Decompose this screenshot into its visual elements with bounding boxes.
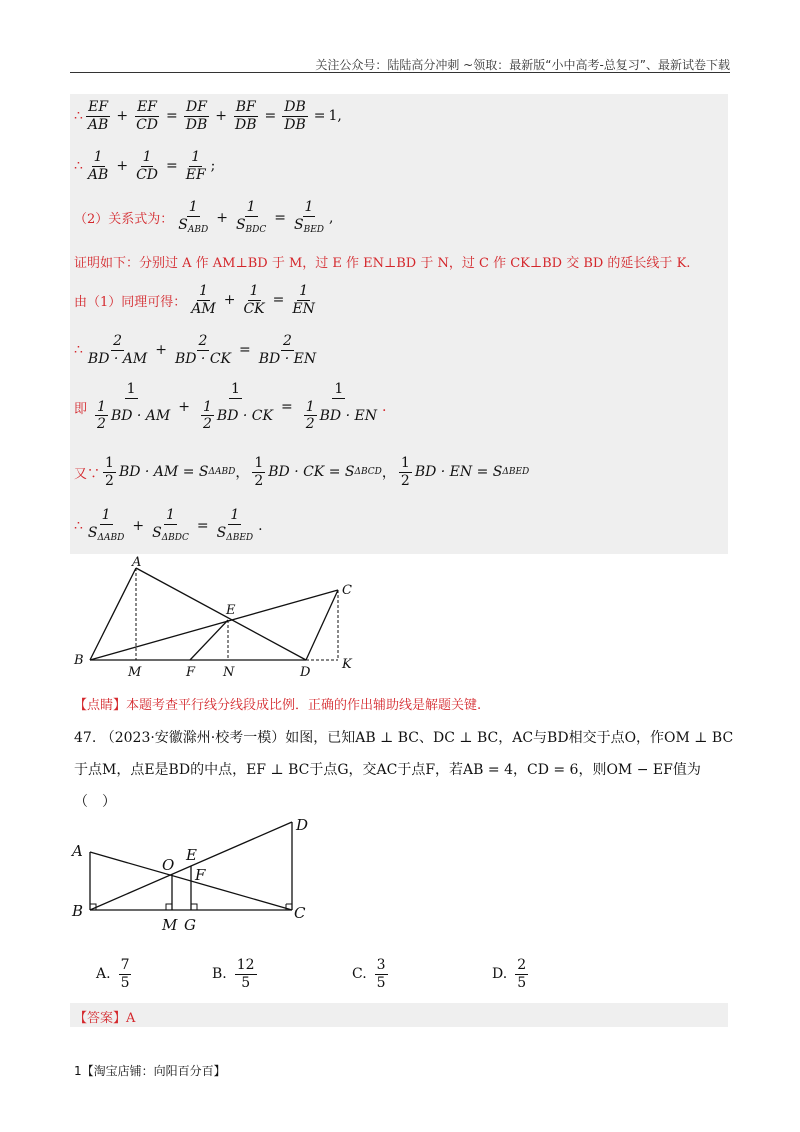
- fraction: $\frac{1}{S_{ABD}}$: [178, 199, 209, 235]
- fraction: $\frac{EF}{AB}$: [87, 99, 109, 133]
- fraction: 1 $\frac{1}{2}$ BD · EN: [305, 381, 377, 433]
- label-G: G: [184, 916, 196, 934]
- question-47: [74, 722, 734, 818]
- page-footer: 1【淘宝店铺：向阳百分百】: [74, 1064, 226, 1078]
- label-M: M: [162, 916, 178, 934]
- solution-line-1: ∴ $\frac{EF}{AB}$ + $\frac{EF}{CD}$ = $\frac{DF}{DB}$ + $\frac{BF}{DB}$ = $\frac{DB}{DB}$ = 1 ,: [74, 99, 342, 133]
- label-M: M: [128, 665, 142, 680]
- label-A: A: [132, 556, 142, 570]
- fraction: $\frac{DF}{DB}$: [185, 99, 208, 133]
- fraction: $\frac{1}{S_{\Delta BED}}$: [216, 507, 254, 543]
- fraction: $\frac{1}{AM}$: [191, 283, 216, 317]
- fraction: $\frac{1}{EF}$: [185, 149, 206, 183]
- label-E: E: [186, 846, 197, 864]
- same-reason-label: 由（1）同理可得：: [74, 294, 187, 310]
- proof-line-3: 即 1 $\frac{1}{2}$ BD · AM + 1 $\frac{1}{2}$ BD · CK = 1 $\frac{1}{2}$ BD · EN .: [74, 381, 387, 433]
- part2-relation: （2）关系式为： $\frac{1}{S_{ABD}}$ + $\frac{1}{S_{BDC}}$ = $\frac{1}{S_{BED}}$ ,: [74, 199, 334, 235]
- therefore-symbol: ∴: [74, 108, 83, 125]
- part2-label: （2）关系式为：: [74, 212, 174, 228]
- proof-line-1: 由（1）同理可得： $\frac{1}{AM}$ + $\frac{1}{CK}$ = $\frac{1}{EN}$: [74, 283, 315, 317]
- label-E: E: [226, 603, 236, 618]
- geometry-figure-2: [70, 812, 330, 936]
- label-D: D: [300, 665, 311, 680]
- label-F: F: [186, 665, 196, 680]
- label-C: C: [294, 904, 306, 922]
- label-B: B: [72, 902, 84, 920]
- fraction: $\frac{1}{AB}$: [87, 149, 109, 183]
- fraction-half: $\frac{1}{2}$: [202, 398, 212, 433]
- fraction: 1 $\frac{1}{2}$ BD · AM: [97, 381, 171, 433]
- label-C: C: [342, 583, 352, 598]
- comment: 【点睛】本题考查平行线分线段成比例．正确的作出辅助线是解题关键.: [74, 698, 482, 713]
- label-K: K: [342, 657, 352, 672]
- option-d[interactable]: D. $\frac{2}{5}$: [492, 957, 527, 991]
- fraction-half: $\frac{1}{2}$: [305, 398, 315, 433]
- fraction: $\frac{2}{BD \cdot AM}$: [87, 333, 148, 367]
- option-b[interactable]: B. $\frac{12}{5}$: [212, 957, 255, 991]
- fraction: $\frac{DB}{DB}$: [284, 99, 306, 133]
- fraction: $\frac{1}{CK}$: [243, 283, 265, 317]
- label-F: F: [195, 866, 206, 884]
- fraction: $\frac{1}{S_{\Delta ABD}}$: [87, 507, 125, 543]
- label-O: O: [162, 856, 175, 874]
- proof-line-5: ∴ $\frac{1}{S_{\Delta ABD}}$ + $\frac{1}{S_{\Delta BDC}}$ = $\frac{1}{S_{\Delta BED}}$ .: [74, 507, 263, 543]
- fraction: $\frac{1}{S_{BED}}$: [294, 199, 324, 235]
- fraction-half: $\frac{1}{2}$: [400, 455, 410, 489]
- proof-line-2: ∴ $\frac{2}{BD \cdot AM}$ + $\frac{2}{BD \cdot CK}$ = $\frac{2}{BD \cdot EN}$: [74, 333, 317, 367]
- fraction-half: $\frac{1}{2}$: [254, 455, 264, 489]
- label-D: D: [296, 816, 309, 834]
- option-c[interactable]: C. $\frac{3}{5}$: [352, 957, 386, 991]
- fraction: $\frac{1}{S_{BDC}}$: [235, 199, 267, 235]
- therefore-symbol: ∴: [74, 158, 83, 175]
- fraction: $\frac{1}{S_{\Delta BDC}}$: [152, 507, 189, 543]
- geometry-figure-1: [70, 556, 360, 684]
- fraction: 1 $\frac{1}{2}$ BD · CK: [202, 381, 273, 433]
- label-B: B: [74, 653, 84, 668]
- header-rule: [70, 72, 730, 73]
- fraction: $\frac{BF}{DB}$: [234, 99, 257, 133]
- ji-label: 即: [74, 401, 88, 417]
- solution-line-2: ∴ $\frac{1}{AB}$ + $\frac{1}{CD}$ = $\frac{1}{EF}$ ;: [74, 149, 216, 183]
- proof-intro: 证明如下：分别过 A 作 AM⊥BD 于 M，过 E 作 EN⊥BD 于 N，过 C 作 CK⊥BD 交 BD 的延长线于 K.: [74, 256, 691, 271]
- result: 1: [328, 108, 338, 125]
- therefore-symbol: ∴: [74, 517, 83, 534]
- therefore-symbol: ∴: [74, 342, 83, 359]
- fraction-half: $\frac{1}{2}$: [97, 398, 106, 433]
- question-text: 如图，已知AB ⊥ BC、DC ⊥ BC，AC与BD相交于点O，作OM ⊥ BC于点M，点E是BD的中点，EF ⊥ BC于点G，交AC于点F，若AB = 4，CD = 6，则OM − EF值为（ ）: [74, 730, 734, 810]
- answer-panel: [70, 1003, 728, 1027]
- label-A: A: [72, 842, 83, 860]
- fraction: $\frac{2}{BD \cdot EN}$: [258, 333, 317, 367]
- fraction: $\frac{2}{BD \cdot CK}$: [174, 333, 232, 367]
- you-label: 又∵: [74, 466, 101, 482]
- question-number: 47.: [74, 730, 97, 746]
- question-source: （2023·安徽滁州·校考一模）: [100, 730, 286, 746]
- fraction: $\frac{1}{CD}$: [136, 149, 158, 183]
- proof-line-4: 又∵ $\frac{1}{2}$ BD · AM = S ΔABD ， $\frac{1}{2}$ BD · CK = S ΔBCD ， $\frac{1}{2}$ BD · EN = S ΔBED: [74, 455, 530, 489]
- option-a[interactable]: A. $\frac{7}{5}$: [96, 957, 130, 991]
- page-header: 关注公众号：陆陆高分冲刺 ~领取：最新版“小中高考-总复习”、最新试卷下载: [315, 58, 730, 72]
- fraction-half: $\frac{1}{2}$: [105, 455, 114, 489]
- label-N: N: [223, 665, 235, 680]
- answer: 【答案】A: [74, 1011, 136, 1026]
- fraction: $\frac{EF}{CD}$: [136, 99, 158, 133]
- fraction: $\frac{1}{EN}$: [292, 283, 315, 317]
